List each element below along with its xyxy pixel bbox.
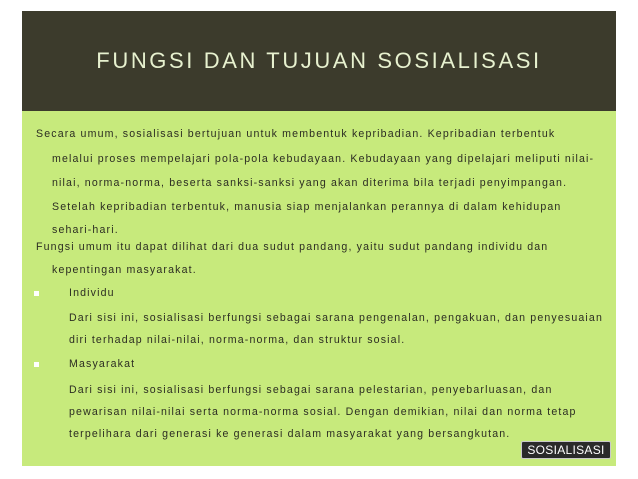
- paragraph-line: sehari-hari.: [52, 224, 119, 236]
- bullet-heading-masyarakat: Masyarakat: [69, 358, 136, 370]
- paragraph-line: Setelah kepribadian terbentuk, manusia siap menjalankan perannya di dalam kehidupan: [52, 201, 562, 213]
- bullet-square-icon: [34, 291, 39, 296]
- paragraph-line: melalui proses mempelajari pola-pola kebudayaan. Kebudayaan yang dipelajari meliputi nilai-: [52, 153, 595, 165]
- paragraph-line: kepentingan masyarakat.: [52, 264, 197, 276]
- bullet-text-line: Dari sisi ini, sosialisasi berfungsi sebagai sarana pengenalan, pengakuan, dan penyesuaian: [69, 312, 604, 324]
- slide-title: FUNGSI DAN TUJUAN SOSIALISASI: [96, 48, 542, 73]
- bullet-text-line: terpelihara dari generasi ke generasi dalam masyarakat yang bersangkutan.: [69, 428, 511, 440]
- bullet-heading-individu: Individu: [69, 287, 115, 299]
- bullet-square-icon: [34, 362, 39, 367]
- bullet-text-line: diri terhadap nilai-nilai, norma-norma, dan struktur sosial.: [69, 334, 406, 346]
- paragraph-line: nilai, norma-norma, beserta sanksi-sanksi yang akan diterima bila terjadi penyimpangan.: [52, 177, 568, 189]
- sosialisasi-label-badge: SOSIALISASI: [521, 441, 611, 459]
- slide-header: [22, 11, 616, 111]
- bullet-text-line: pewarisan nilai-nilai serta norma-norma sosial. Dengan demikian, nilai dan norma tetap: [69, 406, 577, 418]
- bullet-text-line: Dari sisi ini, sosialisasi berfungsi sebagai sarana pelestarian, penyebarluasan, dan: [69, 384, 553, 396]
- paragraph-line: Secara umum, sosialisasi bertujuan untuk membentuk kepribadian. Kepribadian terbentuk: [36, 128, 556, 140]
- paragraph-line: Fungsi umum itu dapat dilihat dari dua sudut pandang, yaitu sudut pandang individu dan: [36, 241, 549, 253]
